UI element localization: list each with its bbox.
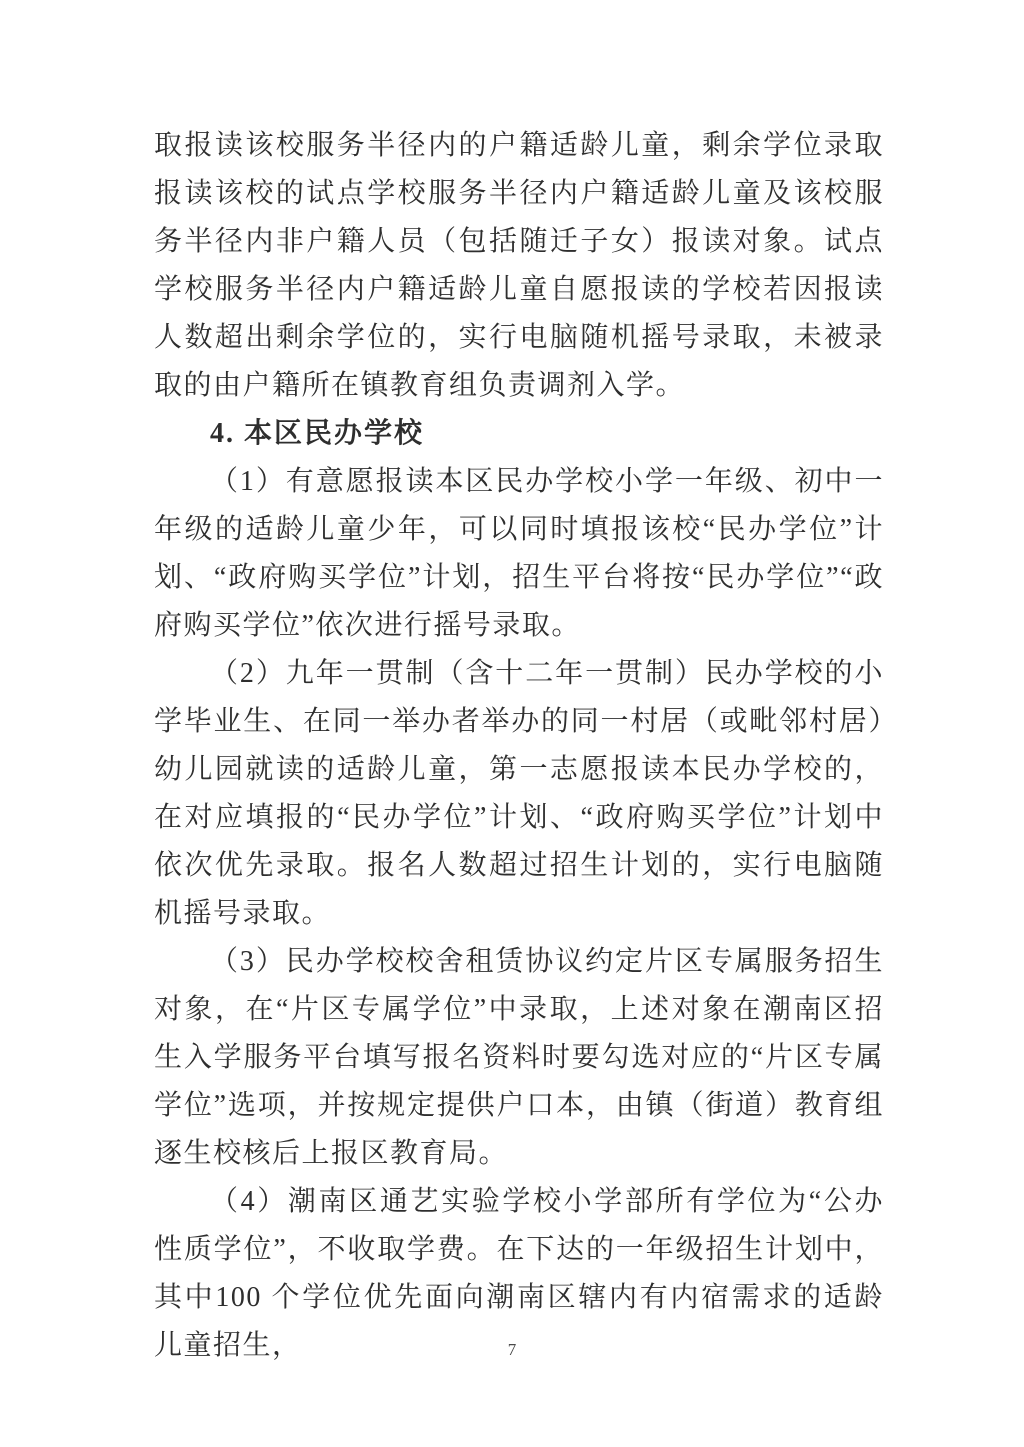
paragraph-continuation: 取报读该校服务半径内的户籍适龄儿童，剩余学位录取报读该校的试点学校服务半径内户籍适龄儿童及该校服务半径内非户籍人员（包括随迁子女）报读对象。试点学校服务半径内户籍适龄儿童自愿报读的学校若因报读人数超出剩余学位的，实行电脑随机摇号录取，未被录取的由户籍所在镇教育组负责调剂入学。 (154, 130, 884, 401)
section-heading-private-schools: 4. 本区民办学校 (210, 418, 425, 449)
page-number: 7 (507, 1340, 517, 1359)
document-body (154, 122, 884, 1370)
paragraph-item-3: （3）民办学校校舍租赁协议约定片区专属服务招生对象，在“片区专属学位”中录取，上述对象在潮南区招生入学服务平台填写报名资料时要勾选对应的“片区专属学位”选项，并按规定提供户口本，由镇（街道）教育组逐生校核后上报区教育局。 (154, 946, 884, 1169)
paragraph-item-1: （1）有意愿报读本区民办学校小学一年级、初中一年级的适龄儿童少年，可以同时填报该校“民办学位”计划、“政府购买学位”计划，招生平台将按“民办学位”“政府购买学位”依次进行摇号录取。 (154, 466, 884, 641)
page-footer (0, 1338, 1024, 1362)
paragraph-item-4: （4）潮南区通艺实验学校小学部所有学位为“公办性质学位”，不收取学费。在下达的一年级招生计划中，其中100 个学位优先面向潮南区辖内有内宿需求的适龄儿童招生， (154, 1186, 884, 1361)
paragraph-item-2: （2）九年一贯制（含十二年一贯制）民办学校的小学毕业生、在同一举办者举办的同一村居（或毗邻村居）幼儿园就读的适龄儿童，第一志愿报读本民办学校的，在对应填报的“民办学位”计划、“政府购买学位”计划中依次优先录取。报名人数超过招生计划的，实行电脑随机摇号录取。 (154, 658, 884, 929)
